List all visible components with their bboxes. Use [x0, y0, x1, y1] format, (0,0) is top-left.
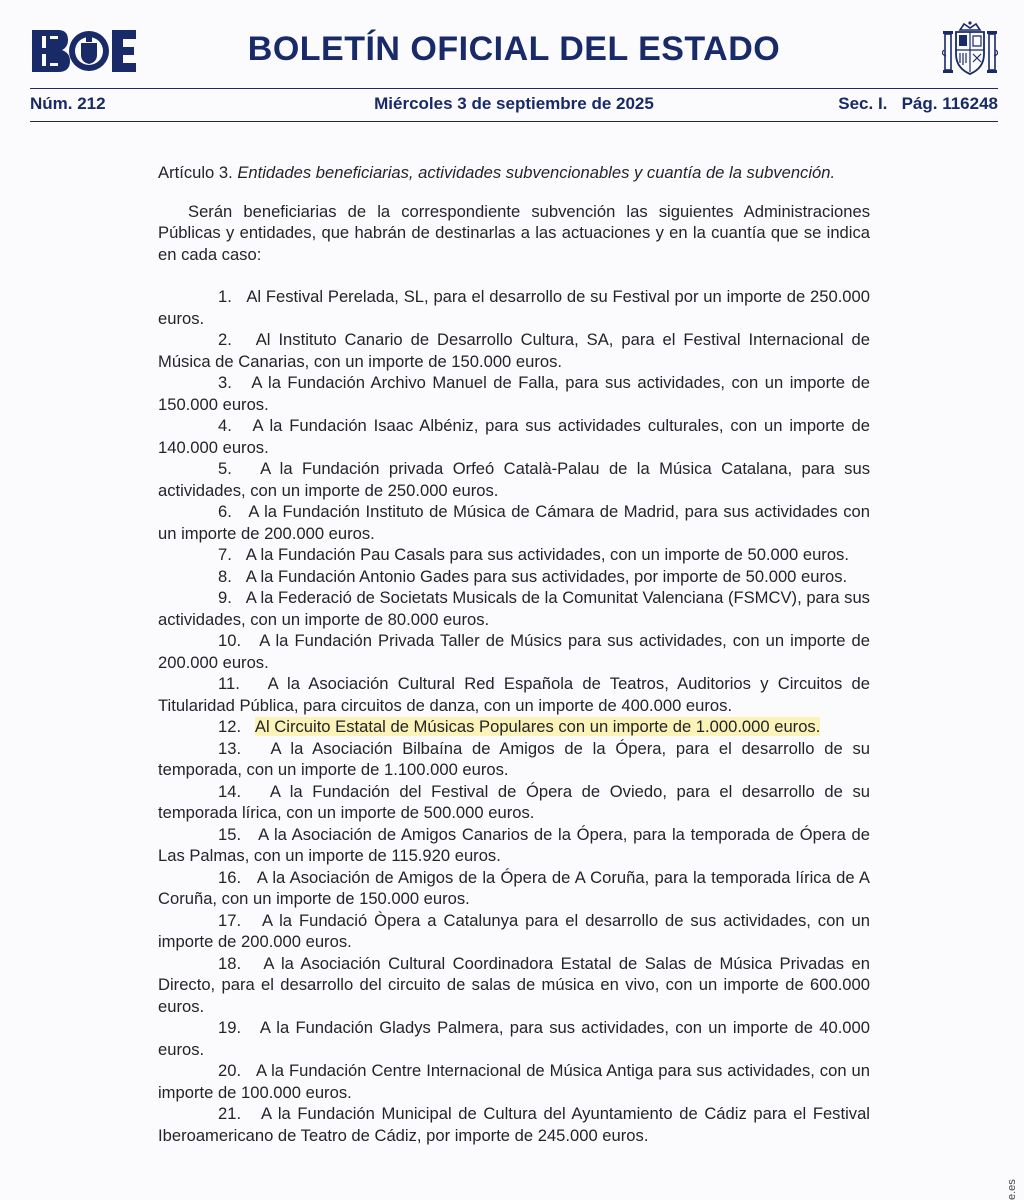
- item-number: 12.: [218, 717, 242, 736]
- section-page: Sec. I. Pág. 116248: [838, 94, 998, 113]
- item-number: 10.: [218, 631, 242, 650]
- intro-paragraph: Serán beneficiarias de la correspondiente subvención las siguientes Administraciones Públicas y entidades, que habrán de destinarlas a las actuaciones y en la cuantía que se indica en cada caso:: [158, 201, 870, 264]
- item-text: A la Federació de Societats Musicals de la Comunitat Valenciana (FSMCV), para sus actividades, con un importe de 80.000 euros.: [158, 588, 870, 629]
- article-label: Artículo 3.: [158, 163, 233, 182]
- list-item: [158, 1017, 870, 1060]
- list-item: [158, 1103, 870, 1146]
- article-heading: [158, 162, 870, 184]
- list-item: [158, 587, 870, 630]
- item-text: A la Fundación Isaac Albéniz, para sus actividades culturales, con un importe de 140.000 euros.: [158, 416, 870, 457]
- item-number: 18.: [218, 953, 242, 973]
- item-number: 17.: [218, 910, 242, 930]
- item-text: A la Fundación Instituto de Música de Cámara de Madrid, para sus actividades con un importe de 200.000 euros.: [158, 502, 870, 543]
- document-body: [158, 162, 870, 1146]
- issue-date: Miércoles 3 de septiembre de 2025: [374, 94, 654, 113]
- beneficiary-list: [158, 286, 870, 1146]
- list-item: [158, 372, 870, 415]
- item-number: 8.: [218, 566, 232, 586]
- masthead: [30, 20, 998, 84]
- publication-title: BOLETÍN OFICIAL DEL ESTADO: [247, 30, 781, 68]
- list-item: [158, 501, 870, 544]
- list-item: [158, 1060, 870, 1103]
- item-number: 7.: [218, 545, 232, 564]
- list-item: [158, 910, 870, 953]
- item-text: A la Fundación Antonio Gades para sus actividades, por importe de 50.000 euros.: [245, 566, 848, 586]
- list-item: [158, 824, 870, 867]
- item-number: 21.: [218, 1104, 242, 1123]
- list-item: [158, 673, 870, 716]
- list-item: [158, 329, 870, 372]
- item-text: A la Asociación Cultural Red Española de Teatros, Auditorios y Circuitos de Titularidad Pública, para circuitos de danza, con un importe de 400.000 euros.: [158, 674, 870, 715]
- side-url-fragment: e.es: [1006, 1179, 1018, 1200]
- item-text: Al Instituto Canario de Desarrollo Cultura, SA, para el Festival Internacional de Música de Canarias, con un importe de 150.000 euros.: [158, 330, 870, 371]
- item-text: A la Fundación Archivo Manuel de Falla, para sus actividades, con un importe de 150.000 euros.: [158, 373, 870, 414]
- item-text: A la Fundación privada Orfeó Català-Palau de la Música Catalana, para sus actividades, con un importe de 250.000 euros.: [158, 459, 870, 500]
- item-number: 4.: [218, 416, 232, 435]
- item-number: 9.: [218, 588, 232, 607]
- list-item: [158, 458, 870, 501]
- item-text: A la Fundación Pau Casals para sus actividades, con un importe de 50.000 euros.: [245, 545, 849, 564]
- item-number: 14.: [218, 781, 242, 801]
- item-number: 20.: [218, 1061, 242, 1080]
- item-number: 5.: [218, 459, 232, 478]
- item-number: 13.: [218, 738, 242, 758]
- item-number: 3.: [218, 373, 232, 392]
- item-text: A la Asociación de Amigos de la Ópera de A Coruña, para la temporada lírica de A Coruña, con un importe de 150.000 euros.: [158, 867, 870, 908]
- item-number: 6.: [218, 502, 232, 521]
- list-item: [158, 953, 870, 1018]
- list-item: [158, 781, 870, 824]
- list-item: [158, 566, 870, 588]
- item-text: A la Asociación de Amigos Canarios de la Ópera, para la temporada de Ópera de Las Palmas, con un importe de 115.920 euros.: [158, 824, 870, 865]
- item-text: A la Asociación Cultural Coordinadora Estatal de Salas de Música Privadas en Directo, para el desarrollo del circuito de salas de música en vivo, con un importe de 600.000 euros.: [158, 953, 870, 1016]
- item-text: Al Festival Perelada, SL, para el desarrollo de su Festival por un importe de 250.000 euros.: [158, 287, 870, 328]
- list-item: [158, 630, 870, 673]
- item-number: 16.: [218, 867, 242, 887]
- item-number: 11.: [218, 674, 240, 693]
- item-text: A la Fundación Privada Taller de Músics para sus actividades, con un importe de 200.000 euros.: [158, 631, 870, 672]
- list-item: [158, 738, 870, 781]
- item-text: A la Fundació Òpera a Catalunya para el desarrollo de sus actividades, con un importe de 200.000 euros.: [158, 910, 870, 951]
- coat-of-arms-icon: [942, 20, 998, 78]
- article-title: Entidades beneficiarias, actividades subvencionables y cuantía de la subvención.: [237, 163, 836, 182]
- item-text: A la Fundación Centre Internacional de Música Antiga para sus actividades, con un importe de 100.000 euros.: [158, 1061, 870, 1102]
- item-text: A la Fundación del Festival de Ópera de Oviedo, para el desarrollo de su temporada lírica, con un importe de 500.000 euros.: [158, 781, 870, 822]
- item-number: 15.: [218, 824, 242, 844]
- header-rule-top: [30, 88, 998, 89]
- item-text-highlighted: Al Circuito Estatal de Músicas Populares con un importe de 1.000.000 euros.: [254, 717, 821, 736]
- item-number: 19.: [218, 1018, 242, 1037]
- list-item: [158, 286, 870, 329]
- item-number: 1.: [218, 287, 232, 306]
- issue-number: Núm. 212: [30, 94, 106, 113]
- issue-meta-row: [30, 94, 998, 116]
- list-item: [158, 544, 870, 566]
- list-item: [158, 867, 870, 910]
- item-number: 2.: [218, 330, 232, 349]
- item-text: A la Fundación Gladys Palmera, para sus actividades, con un importe de 40.000 euros.: [158, 1018, 870, 1059]
- header-rule-bottom: [30, 121, 998, 122]
- list-item: [158, 415, 870, 458]
- item-text: A la Fundación Municipal de Cultura del Ayuntamiento de Cádiz para el Festival Iberoamericano de Teatro de Cádiz, por importe de 245.000 euros.: [158, 1104, 870, 1145]
- item-text: A la Asociación Bilbaína de Amigos de la Ópera, para el desarrollo de su temporada, con un importe de 1.100.000 euros.: [158, 738, 870, 779]
- list-item: [158, 716, 870, 738]
